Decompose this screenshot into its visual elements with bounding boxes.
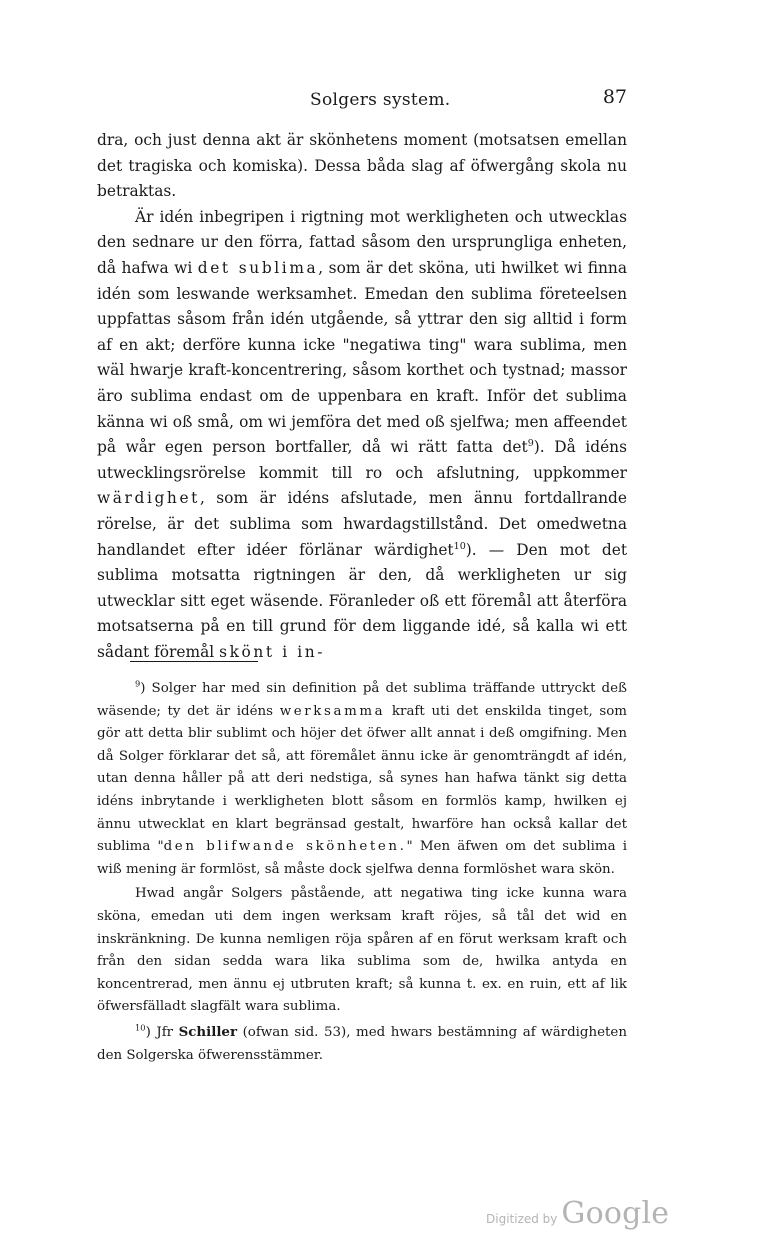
spaced-term-det-sublima: det sublima xyxy=(197,258,319,277)
main-text xyxy=(97,128,627,665)
footnote-10-part-c: (ofwan sid. 53), med hwars bestämning af wärdigheten den Solgerska öfwerensstämmer. xyxy=(97,1024,627,1063)
footnote-9-continuation: Hwad angår Solgers påstående, att negatiwa ting icke kunna wara sköna, emedan uti dem ingen werksam kraft röjes, så tål det wid en inskränkning. De kunna nemligen röja spåren af en förut werksam kraft och från den sidan sedda wara lika sublima som de, hwilka antyda en koncentrerad, men ännu ej utbruten kraft; så kunna t. ex. en ruin, ett af lik öfwersfälladt slagfält wara sublima. xyxy=(97,886,627,1015)
paragraph-1: dra, och just denna akt är skönhetens moment (motsatsen emellan det tragiska och komiska). Dessa båda slag af öfwergång skola nu betraktas. xyxy=(97,131,627,201)
page-number: 87 xyxy=(602,86,627,108)
footnotes xyxy=(97,678,627,1067)
digitized-by-text: Digitized by xyxy=(486,1212,558,1226)
footnote-9-part-a: ) Solger har med sin definition på det sublima träffande uttryckt deß wäsende; ty det är idéns xyxy=(97,681,627,719)
footnote-separator xyxy=(130,661,258,662)
spaced-term-blifwande-skonheten: den blifwande skönheten. xyxy=(163,839,407,855)
footnote-9-part-c: kraft uti det enskilda tinget, som gör att detta blir sublimt och höjer det öfwer allt annat i deß omgifning. Men då Solger förklarar det så, att föremålet ännu icke är genomträngdt af idén, utan denna håller på att deri nedstiga, så synes han hafwa tänkt sig detta idéns inbrytande i werkligheten blott såsom en formlös kamp, hwilken ej ännu utwecklat en klart begränsad gestalt, hwarföre han också kallar det sublima " xyxy=(97,703,628,855)
paragraph-2-part-d: ). Då idéns utwecklingsrörelse kommit till ro och afslutning, uppkommer xyxy=(97,438,627,482)
footnote-ref-10: 10 xyxy=(453,540,466,552)
paragraph-2-part-c: , som är det sköna, uti hwilket wi finna idén som leswande werksamhet. Emedan den sublima företeelsen uppfattas såsom från idén utgående, så yttrar den sig alltid i form af en akt; derföre kunna icke "negatiwa ting" wara sublima, men wäl hwarje kraft-koncentrering, såsom korthet och tystnad; massor äro sublima endast om de uppenbara en kraft. Inför det sublima känna wi oß små, om wi jemföra det med oß sjelfwa; men affeendet på wår egen person bortfaller, då wi rätt fatta det xyxy=(97,258,628,457)
spaced-term-werksamma: werksamma xyxy=(279,703,386,719)
running-head: Solgers system. xyxy=(310,90,451,110)
footnote-9-part-e: " Men äfwen om det sublima i wiß mening är formlöst, så måste dock sjelfwa denna formlöshet wara skön. xyxy=(97,839,627,877)
paragraph-2 xyxy=(97,205,627,666)
paragraph-2-part-f: , som är idéns afslutade, men ännu fortdallrande rörelse, är det sublima som hwardagstillstånd. Det omedwetna handlandet efter idéer förlänar wärdighet xyxy=(97,489,627,559)
footnote-10-part-a: ) Jfr xyxy=(145,1024,179,1040)
schiller-name: Schiller xyxy=(178,1023,238,1040)
spaced-term-skont-i-in: skönt i in- xyxy=(219,642,326,661)
footnote-9 xyxy=(97,678,627,881)
google-logo: Google xyxy=(561,1196,670,1231)
page-header xyxy=(95,86,635,120)
paragraph-2-part-a: Är idén inbegripen i rigtning mot werkligheten och utwecklas den sednare ur den förra, fattad såsom den ursprungliga enheten, då hafwa wi xyxy=(97,207,627,277)
spaced-term-wardighet: wärdighet xyxy=(97,489,200,508)
footnote-marker-9: 9 xyxy=(135,678,141,689)
footnote-ref-9: 9 xyxy=(527,438,534,449)
footnote-10 xyxy=(97,1021,627,1067)
paragraph-2-part-g: ). — Den mot det sublima motsatta rigtningen är den, då werkligheten ur sig utwecklar sitt eget wäsende. Föranleder oß ett föremål att återföra motsatserna på en till grund för dem liggande idé, så kalla wi ett sådant föremål xyxy=(97,540,628,661)
footnote-marker-10: 10 xyxy=(135,1022,146,1033)
digitized-by-google-watermark xyxy=(486,1196,669,1236)
